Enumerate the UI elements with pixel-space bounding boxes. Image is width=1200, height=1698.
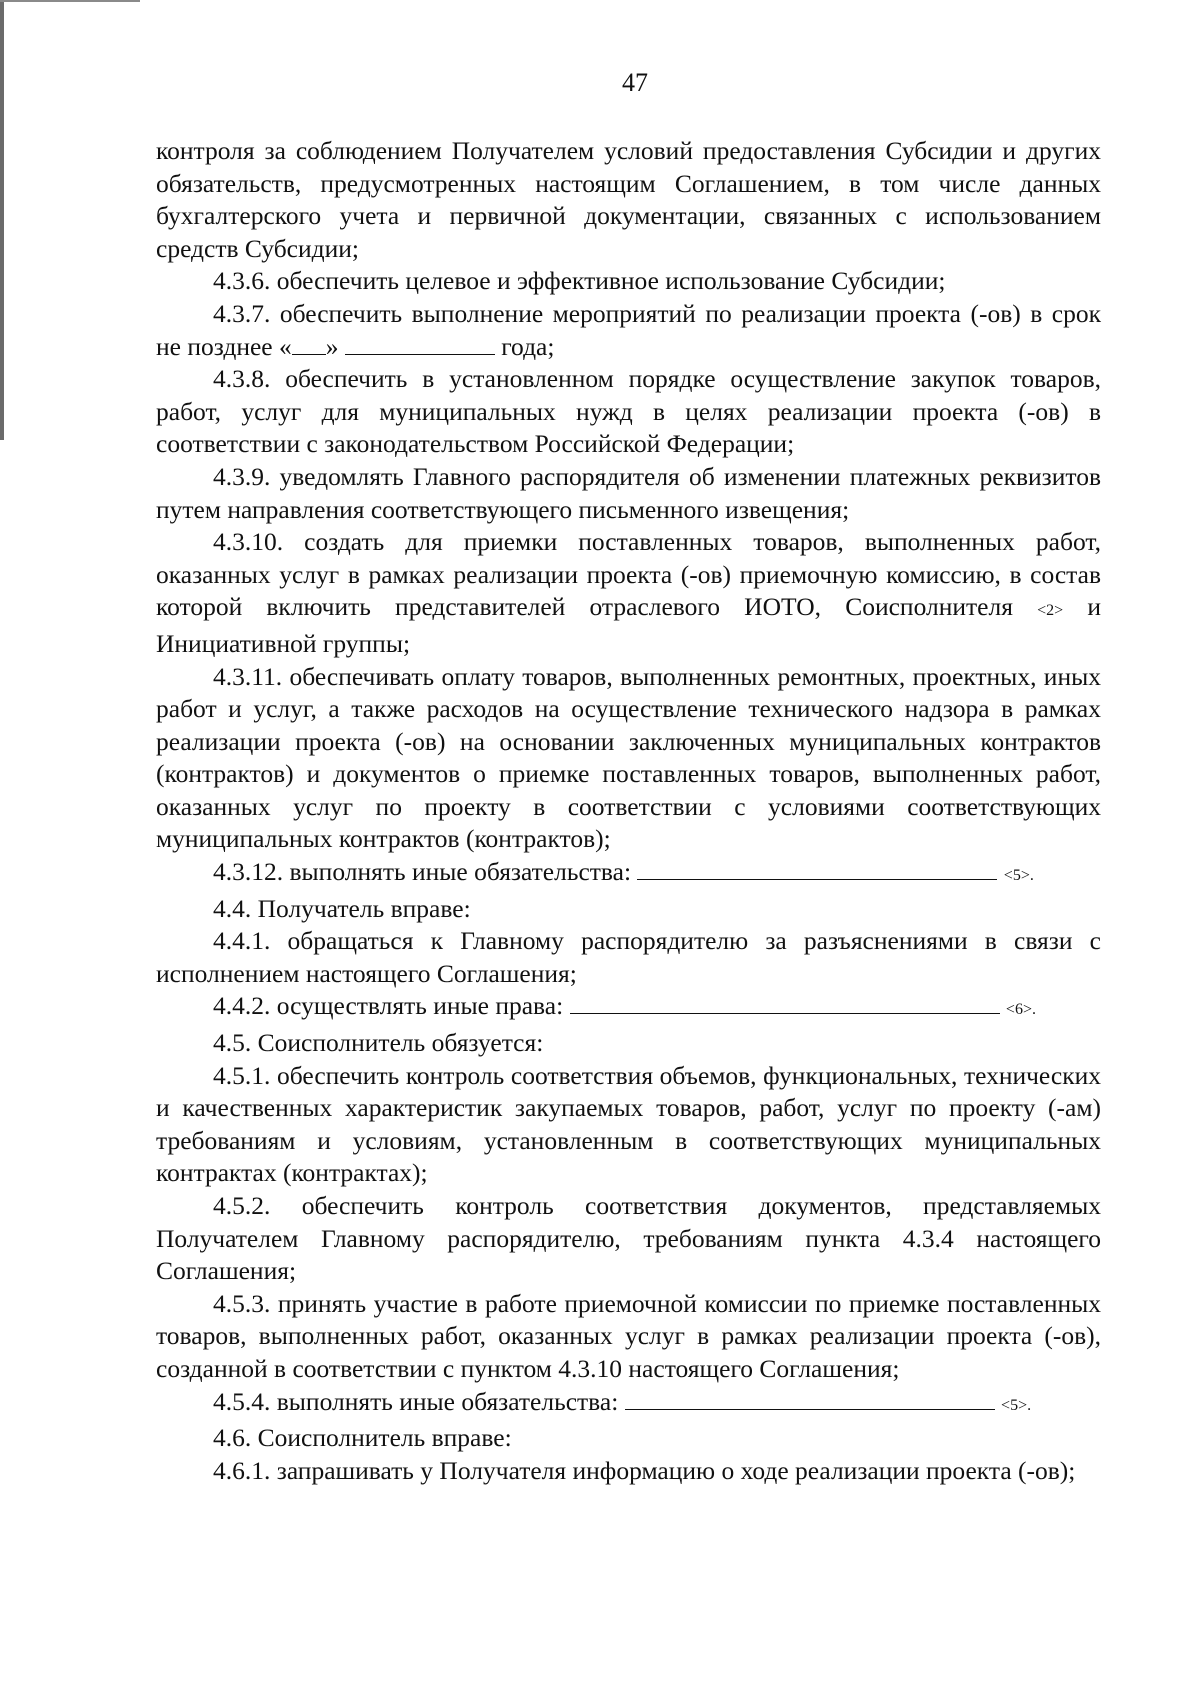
clause-4-3-10-text: 4.3.10. создать для приемки поставленных товаров, выполненных работ, оказанных услуг в рамках реализации проекта (-ов) приемочную комиссию, в состав которой включить представителей отраслевого ИОТО, Соисполнителя xyxy=(156,527,1101,622)
clause-4-4-2 xyxy=(156,990,1101,1027)
clause-4-5: 4.5. Соисполнитель обязуется: xyxy=(213,1028,544,1058)
clause-4-3-7-year: года; xyxy=(501,331,555,361)
scan-edge-shadow-top xyxy=(0,0,140,2)
scan-edge-shadow xyxy=(0,0,4,440)
clause-4-3-8: 4.3.8. обеспечить в установленном порядке осуществление закупок товаров, работ, услуг для муниципальных нужд в целях реализации проекта (-ов) в соответствии с законодательством Российской Федерации; xyxy=(156,364,1101,459)
clause-4-3-7-text: 4.3.7. обеспечить выполнение мероприятий по реализации проекта (-ов) в срок не позднее « xyxy=(156,298,1101,361)
blank-day xyxy=(292,332,326,355)
footnote-ref-2: <2> xyxy=(1037,602,1064,620)
clause-4-3-10-text-end: и Инициативной группы; xyxy=(156,592,1102,658)
clause-4-3-6: 4.3.6. обеспечить целевое и эффективное использование Субсидии; xyxy=(213,266,946,296)
clause-4-3-7-quote-close: » xyxy=(325,331,339,361)
blank-rights xyxy=(570,991,1000,1014)
clause-4-3-9: 4.3.9. уведомлять Главного распорядителя об изменении платежных реквизитов путем направления соответствующего письменного извещения; xyxy=(156,461,1101,524)
clause-4-5-1: 4.5.1. обеспечить контроль соответствия объемов, функциональных, технических и качественных характеристик закупаемых товаров, работ, услуг по проекту (-ам) требованиям и условиям, установленным в соответствующих муниципальных контрактах (контрактах); xyxy=(156,1060,1101,1188)
clause-4-3-11: 4.3.11. обеспечивать оплату товаров, выполненных ремонтных, проектных, иных работ и услуг, а также расходов на осуществление технического надзора в рамках реализации проекта (-ов) на основании заключенных муниципальных контрактов (контрактов) и документов о приемке поставленных товаров, выполненных работ, оказанных услуг по проекту в соответствии с условиями соответствующих муниципальных контрактов (контрактов); xyxy=(156,661,1101,854)
clause-4-4-2-text: 4.4.2. осуществлять иные права: xyxy=(213,991,564,1021)
clause-4-4-1: 4.4.1. обращаться к Главному распорядителю за разъяснениями в связи с исполнением настоящего Соглашения; xyxy=(156,926,1101,988)
footnote-ref-5b: <5>. xyxy=(1001,1396,1032,1414)
footnote-ref-5: <5>. xyxy=(1003,867,1034,885)
clause-4-4: 4.4. Получатель вправе: xyxy=(213,893,471,923)
paragraph-continuation: контроля за соблюдением Получателем условий предоставления Субсидии и других обязательств, предусмотренных настоящим Соглашением, в том числе данных бухгалтерского учета и первичной документации, связанных с использованием средств Субсидии; xyxy=(156,136,1101,263)
clause-4-5-3: 4.5.3. принять участие в работе приемочной комиссии по приемке поставленных товаров, выполненных работ, оказанных услуг в рамках реализации проекта (-ов), созданной в соответствии с пунктом 4.3.10 настоящего Соглашения; xyxy=(156,1288,1101,1383)
footnote-ref-6: <6>. xyxy=(1005,1001,1036,1019)
page-number: 47 xyxy=(622,68,648,97)
clause-4-3-12 xyxy=(156,856,1101,893)
clause-4-5-2: 4.5.2. обеспечить контроль соответствия документов, представляемых Получателем Главному распорядителю, требованиям пункта 4.3.4 настоящего Соглашения; xyxy=(156,1191,1101,1286)
blank-obligations xyxy=(637,857,997,880)
clause-4-5-4-text: 4.5.4. выполнять иные обязательства: xyxy=(213,1386,619,1416)
clause-4-6-1: 4.6.1. запрашивать у Получателя информацию о ходе реализации проекта (-ов); xyxy=(213,1455,1076,1485)
blank-month xyxy=(345,332,495,355)
clause-4-3-7 xyxy=(156,298,1101,363)
clause-4-3-12-text: 4.3.12. выполнять иные обязательства: xyxy=(213,857,632,887)
clause-4-3-10 xyxy=(156,526,1101,660)
blank-obligations-2 xyxy=(625,1387,995,1410)
document-body xyxy=(156,135,1101,1487)
clause-4-5-4 xyxy=(156,1386,1101,1423)
clause-4-6: 4.6. Соисполнитель вправе: xyxy=(213,1423,512,1453)
